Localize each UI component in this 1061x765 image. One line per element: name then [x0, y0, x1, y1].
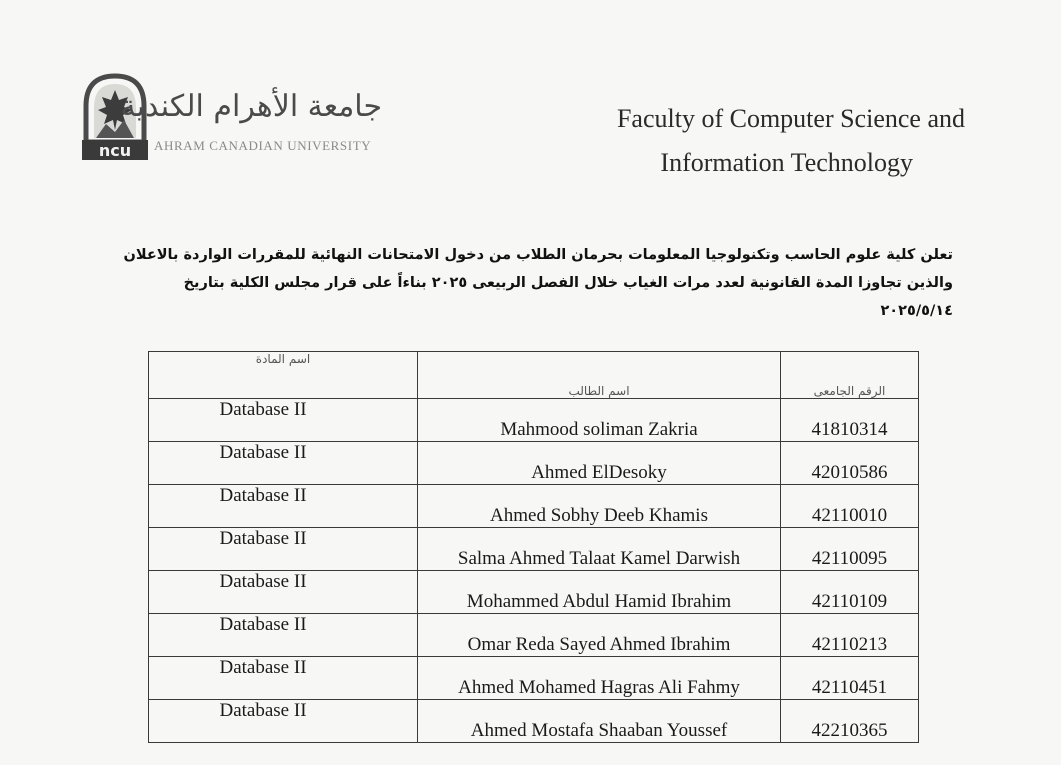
student-name-cell: Ahmed Mostafa Shaaban Youssef: [418, 700, 781, 743]
faculty-title-line2: Information Technology: [660, 148, 913, 177]
table-row: [149, 614, 919, 657]
announcement-line-2: والذين تجاوزا المدة القانونية لعدد مرات الغياب خلال الفصل الربيعى ٢٠٢٥ بناءاً على قرار مجلس الكلية بتاريخ: [183, 275, 953, 291]
table-row: [149, 399, 919, 442]
subject-cell: [149, 571, 418, 614]
announcement-date: ٢٠٢٥/٥/١٤: [880, 303, 953, 319]
university-logo: [82, 72, 382, 164]
table-header-row: [149, 352, 919, 399]
subject-cell: [149, 442, 418, 485]
subject-cell: [149, 485, 418, 528]
svg-text:ncu: ncu: [98, 141, 132, 160]
student-id-cell: 42010586: [781, 442, 919, 485]
subject-text: Database II: [219, 485, 307, 506]
subject-cell: [149, 700, 418, 743]
subject-cell: [149, 614, 418, 657]
student-id-cell: 42110213: [781, 614, 919, 657]
student-name-cell: Mohammed Abdul Hamid Ibrahim: [418, 571, 781, 614]
announcement-line-1: تعلن كلية علوم الحاسب وتكنولوجيا المعلومات بحرمان الطلاب من دخول الامتحانات النهائية للمقررات الواردة بالاعلان: [123, 247, 953, 263]
announcement-text: [123, 241, 953, 325]
student-name-cell: Omar Reda Sayed Ahmed Ibrahim: [418, 614, 781, 657]
subject-text: Database II: [219, 700, 307, 721]
table-row: [149, 571, 919, 614]
student-name-cell: Mahmood soliman Zakria: [418, 399, 781, 442]
subject-text: Database II: [219, 571, 307, 592]
student-name-cell: Ahmed Sobhy Deeb Khamis: [418, 485, 781, 528]
table-row: [149, 485, 919, 528]
subject-text: Database II: [219, 657, 307, 678]
subject-cell: [149, 528, 418, 571]
student-name-cell: Ahmed ElDesoky: [418, 442, 781, 485]
student-id-cell: 42210365: [781, 700, 919, 743]
logo-english-name: AHRAM CANADIAN UNIVERSITY: [154, 138, 372, 153]
subject-text: Database II: [219, 614, 307, 635]
table-row: [149, 657, 919, 700]
faculty-title-line1: Faculty of Computer Science and: [616, 104, 965, 133]
student-id-cell: 42110451: [781, 657, 919, 700]
student-name-cell: Ahmed Mohamed Hagras Ali Fahmy: [418, 657, 781, 700]
header-subject: اسم المادة: [149, 352, 418, 399]
subject-cell: [149, 657, 418, 700]
deprived-students-table: [148, 351, 919, 743]
subject-text: Database II: [219, 528, 307, 549]
table-row: [149, 528, 919, 571]
student-id-cell: 42110109: [781, 571, 919, 614]
header-student-id: الرقم الجامعى: [781, 352, 919, 399]
subject-text: Database II: [219, 442, 307, 463]
table-row: [149, 700, 919, 743]
student-id-cell: 42110095: [781, 528, 919, 571]
student-id-cell: 42110010: [781, 485, 919, 528]
subject-text: Database II: [219, 399, 307, 420]
header-student-name: اسم الطالب: [418, 352, 781, 399]
logo-arabic-name: جامعة الأهرام الكندية: [120, 89, 382, 124]
student-name-cell: Salma Ahmed Talaat Kamel Darwish: [418, 528, 781, 571]
table-row: [149, 442, 919, 485]
subject-cell: [149, 399, 418, 442]
faculty-title: [545, 97, 965, 185]
student-id-cell: 41810314: [781, 399, 919, 442]
